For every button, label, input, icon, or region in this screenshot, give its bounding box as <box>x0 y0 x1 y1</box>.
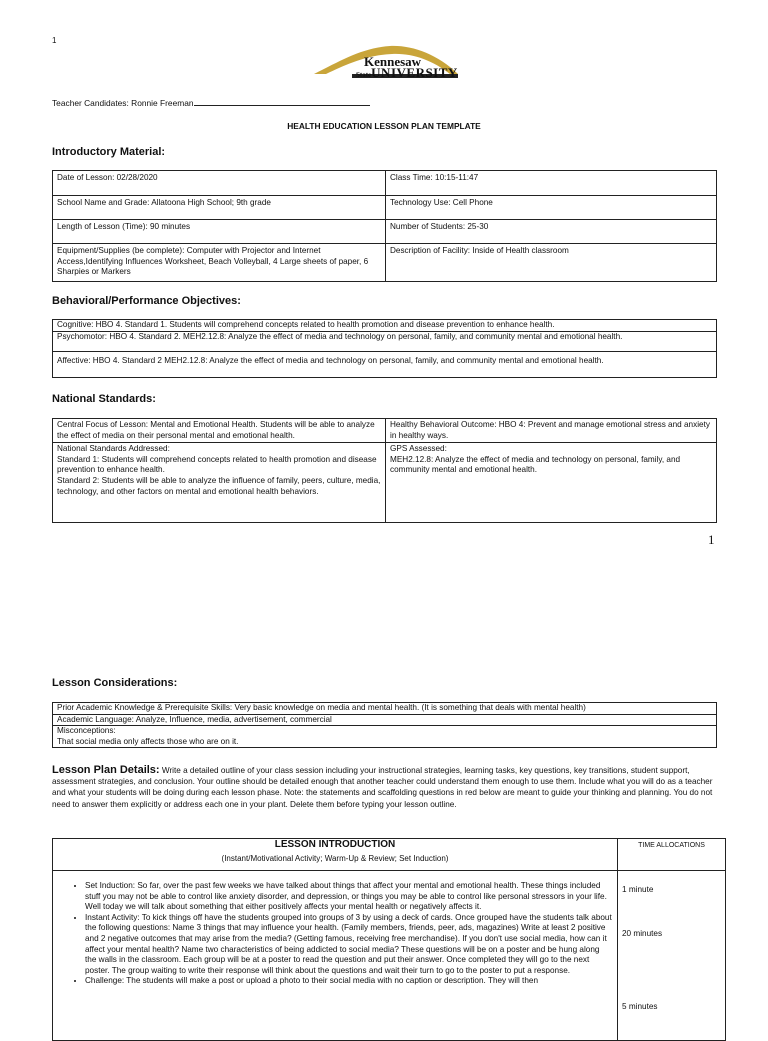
equipment-supplies: Equipment/Supplies (be complete): Computer with Projector and Internet Access,Identifying Influences Worksheet, Beach Volleyball, 4 Large sheets of paper, 6 Sharpies or Markers <box>53 244 386 282</box>
objectives-table <box>52 319 717 378</box>
gps-assessed: GPS Assessed: MEH2.12.8: Analyze the effect of media and technology on personal, family, and community mental and emotional health. <box>386 443 717 523</box>
teacher-candidates: Teacher Candidates: Ronnie Freeman <box>52 96 370 109</box>
school-name: School Name and Grade: Allatoona High School; 9th grade <box>53 196 386 220</box>
objective-affective: Affective: HBO 4. Standard 2 MEH2.12.8: Analyze the effect of media and technology on personal, family, and community mental and emotional health. <box>53 351 717 377</box>
lesson-intro-header <box>53 839 618 871</box>
lesson-intro-subtitle: (Instant/Motivational Activity; Warm-Up & Review; Set Induction) <box>221 853 449 863</box>
considerations-heading: Lesson Considerations: <box>52 677 178 689</box>
considerations-table <box>52 702 717 748</box>
lesson-length: Length of Lesson (Time): 90 minutes <box>53 220 386 244</box>
intro-heading: Introductory Material: <box>52 146 166 158</box>
objectives-heading: Behavioral/Performance Objectives: <box>52 295 241 307</box>
list-item: • Challenge: The students will make a post or upload a photo to their social media with no caption or description. They will then <box>85 976 613 987</box>
technology-use: Technology Use: Cell Phone <box>386 196 717 220</box>
lesson-introduction-table <box>52 838 726 1041</box>
objective-psychomotor: Psychomotor: HBO 4. Standard 2. MEH2.12.8: Analyze the effect of media and technology on personal, family, and community mental and emotional health. <box>53 331 717 351</box>
time-allocations <box>618 871 726 1041</box>
details-heading: Lesson Plan Details: <box>52 764 160 776</box>
logo-text-university: StateUNIVERSITY <box>356 65 458 80</box>
time-allocations-header: TIME ALLOCATIONS <box>618 839 726 871</box>
standards-table <box>52 418 717 523</box>
lesson-intro-items <box>53 871 618 1041</box>
standards-heading: National Standards: <box>52 393 156 405</box>
central-focus: Central Focus of Lesson: Mental and Emotional Health. Students will be able to analyze the effect of media on their personal mental and emotional health. <box>53 419 386 443</box>
time-item: 5 minutes <box>622 1002 658 1011</box>
objective-cognitive: Cognitive: HBO 4. Standard 1. Students will comprehend concepts related to health promotion and disease prevention to enhance health. <box>53 320 717 332</box>
class-time: Class Time: 10:15-11:47 <box>386 171 717 196</box>
national-standards-addressed: National Standards Addressed: Standard 1: Students will comprehend concepts related to health promotion and disease prevention to enhance health. Standard 2: Students will be able to analyze the influence of family, peers, culture, media, technology, and other factors on mental and emotional health behaviors. <box>53 443 386 523</box>
list-item: • Set Induction: So far, over the past few weeks we have talked about things that affect your mental and emotional health. These things included stuff you may not be able to control like anxiety disorder, and depression, or things you may be able to control like personal stressors in your life. Well today we will talk about something that either positively affects your mental health or negatively affects it. <box>85 881 613 913</box>
list-item: • Instant Activity: To kick things off have the students grouped into groups of 3 by using a deck of cards. Once grouped have the students talk about the following questions: Name 3 things that may influence your health. (Family members, friends, peer, ads, magazines) Write at least 2 positive and 2 negative outcomes that may arise from the media? (Getting famous, receiving free merchandise). If you don't use social media, how can it affect your mental health? Name two characteristics of being addicted to social media? These questions will be on a poster and be hung along the walls in the classroom. Each group will be at a poster to read the question and put their answer. Once completed they will go to the next poster. The group waiting to write their response will think about the questions and wait their turn to go to the poster to put a response. <box>85 913 613 977</box>
academic-language: Academic Language: Analyze, Influence, media, advertisement, commercial <box>53 714 717 726</box>
misconceptions: Misconceptions: That social media only affects those who are on it. <box>53 726 717 748</box>
healthy-behavioral-outcome: Healthy Behavioral Outcome: HBO 4: Prevent and manage emotional stress and anxiety in healthy ways. <box>386 419 717 443</box>
university-logo <box>312 40 462 86</box>
details-instructions: Write a detailed outline of your class session including your instructional strategies, learning tasks, key questions, key transitions, student support, assessment strategies, and conclusion. Your outline should be detailed enough that another teacher could understand them enough to use them. Include what you will do as a teacher and what your students will be doing during each lesson phase. Note: the statements and scaffolding questions in red below are meant to guide your thinking and planning. You do not need to answer them explicitly or address each one in your plant. Delete them before typing your lesson outline. <box>52 766 713 809</box>
prior-knowledge: Prior Academic Knowledge & Prerequisite Skills: Very basic knowledge on media and mental health. (It is something that deals with mental health) <box>53 703 717 715</box>
logo-text-kennesaw: Kennesaw <box>364 54 422 69</box>
time-item: 1 minute <box>622 885 654 894</box>
page-marker: 1 <box>52 36 57 45</box>
intro-table <box>52 170 717 282</box>
lesson-intro-title: LESSON INTRODUCTION <box>274 839 396 850</box>
date-of-lesson: Date of Lesson: 02/28/2020 <box>53 171 386 196</box>
lesson-plan-details <box>52 765 717 810</box>
facility-description: Description of Facility: Inside of Health classroom <box>386 244 717 282</box>
page-number: 1 <box>708 532 715 547</box>
time-item: 20 minutes <box>622 929 663 938</box>
number-of-students: Number of Students: 25-30 <box>386 220 717 244</box>
document-title: HEALTH EDUCATION LESSON PLAN TEMPLATE <box>287 121 481 131</box>
